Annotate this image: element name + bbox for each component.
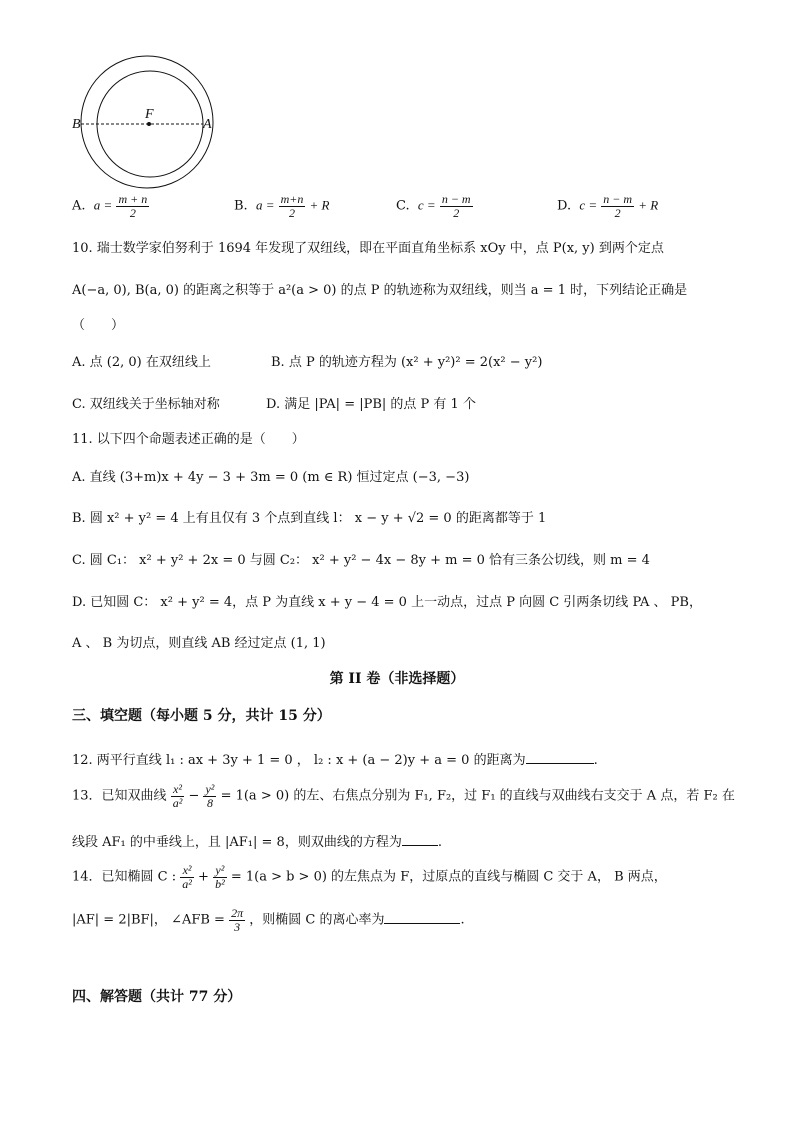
q14-line-2: |AF| = 2|BF|， ∠AFB = $\frac{2\pi}{3}$ ，则椭圆 C 的离心率为 . [72,906,465,934]
q12-answer-blank[interactable] [526,751,594,764]
q11-option-d-line-1: D. 已知圆 C： x² + y² = 4，点 P 为直线 x + y − 4 = 0 上一动点，过点 P 向圆 C 引两条切线 PA 、 PB， [72,595,702,610]
q10-line-2: A(−a, 0), B(a, 0) 的距离之积等于 a²(a > 0) 的点 P 的轨迹称为双纽线，则当 a = 1 时，下列结论正确是 [72,283,688,298]
q10-option-c: C. 双纽线关于坐标轴对称 [72,397,220,412]
q14-line-1: 14．已知椭圆 C : $\frac{\text{x²}}{\text{a²}}$ + $\frac{\text{y²}}{\text{b²}}$ = 1(a > b > 0) 的左焦点为 F，过原点的直线与椭圆 C 交于 A， B 两点， [72,863,667,891]
figure-label-b: B [72,117,81,132]
q10-option-b: B. 点 P 的轨迹方程为 (x² + y²)² = 2(x² − y²) [271,355,543,370]
q9-option-a: A. a = $\frac{m + n}{2}$ [72,192,148,220]
q9-option-d: D. c = $\frac{n - m}{2}$ + R [557,192,659,220]
q10-answer-paren: （ ） [72,318,125,333]
section-4-title: 四、解答题（共计 77 分） [72,989,242,1005]
q11-option-c: C. 圆 C₁： x² + y² + 2x = 0 与圆 C₂： x² + y² − 4x − 8y + m = 0 恰有三条公切线，则 m = 4 [72,553,650,568]
q11-option-d-line-2: A 、 B 为切点，则直线 AB 经过定点 (1, 1) [72,636,326,651]
q11-stem: 11. 以下四个命题表述正确的是（ ） [72,432,305,447]
q10-option-d: D. 满足 |PA| = |PB| 的点 P 有 1 个 [266,397,476,412]
q10-line-1: 10. 瑞士数学家伯努利于 1694 年发现了双纽线，即在平面直角坐标系 xOy 中，点 P(x, y) 到两个定点 [72,241,664,256]
q12: 12. 两平行直线 l₁ : ax + 3y + 1 = 0 ， l₂ : x + (a − 2)y + a = 0 的距离为 . [72,753,598,768]
figure-label-a: A [203,117,212,132]
q13-line-1: 13．已知双曲线 $\frac{\text{x²}}{\text{a²}}$ − $\frac{\text{y²}}{8}$ = 1(a > 0) 的左、右焦点分别为 F₁, F₂，过 F₁ 的直线与双曲线右支交于 A 点，若 F₂ 在 [72,782,735,810]
q14-answer-blank[interactable] [384,911,460,924]
q9-option-c: C. c = $\frac{n - m}{2}$ [396,192,471,220]
q9-option-b: B. a = $\frac{m+n}{2}$ + R [234,192,330,220]
q13-line-2: 线段 AF₁ 的中垂线上，且 |AF₁| = 8，则双曲线的方程为 . [72,835,442,850]
part-2-title: 第 II 卷（非选择题） [329,671,465,687]
q10-option-a: A. 点 (2, 0) 在双纽线上 [72,355,211,370]
q13-answer-blank[interactable] [402,833,438,846]
figure-label-f: F [145,107,154,122]
q11-option-b: B. 圆 x² + y² = 4 上有且仅有 3 个点到直线 l： x − y + √2 = 0 的距离都等于 1 [72,511,547,526]
section-3-title: 三、填空题（每小题 5 分，共计 15 分） [72,708,331,724]
q11-option-a: A. 直线 (3+m)x + 4y − 3 + 3m = 0 (m ∈ R) 恒过定点 (−3, −3) [72,470,470,485]
